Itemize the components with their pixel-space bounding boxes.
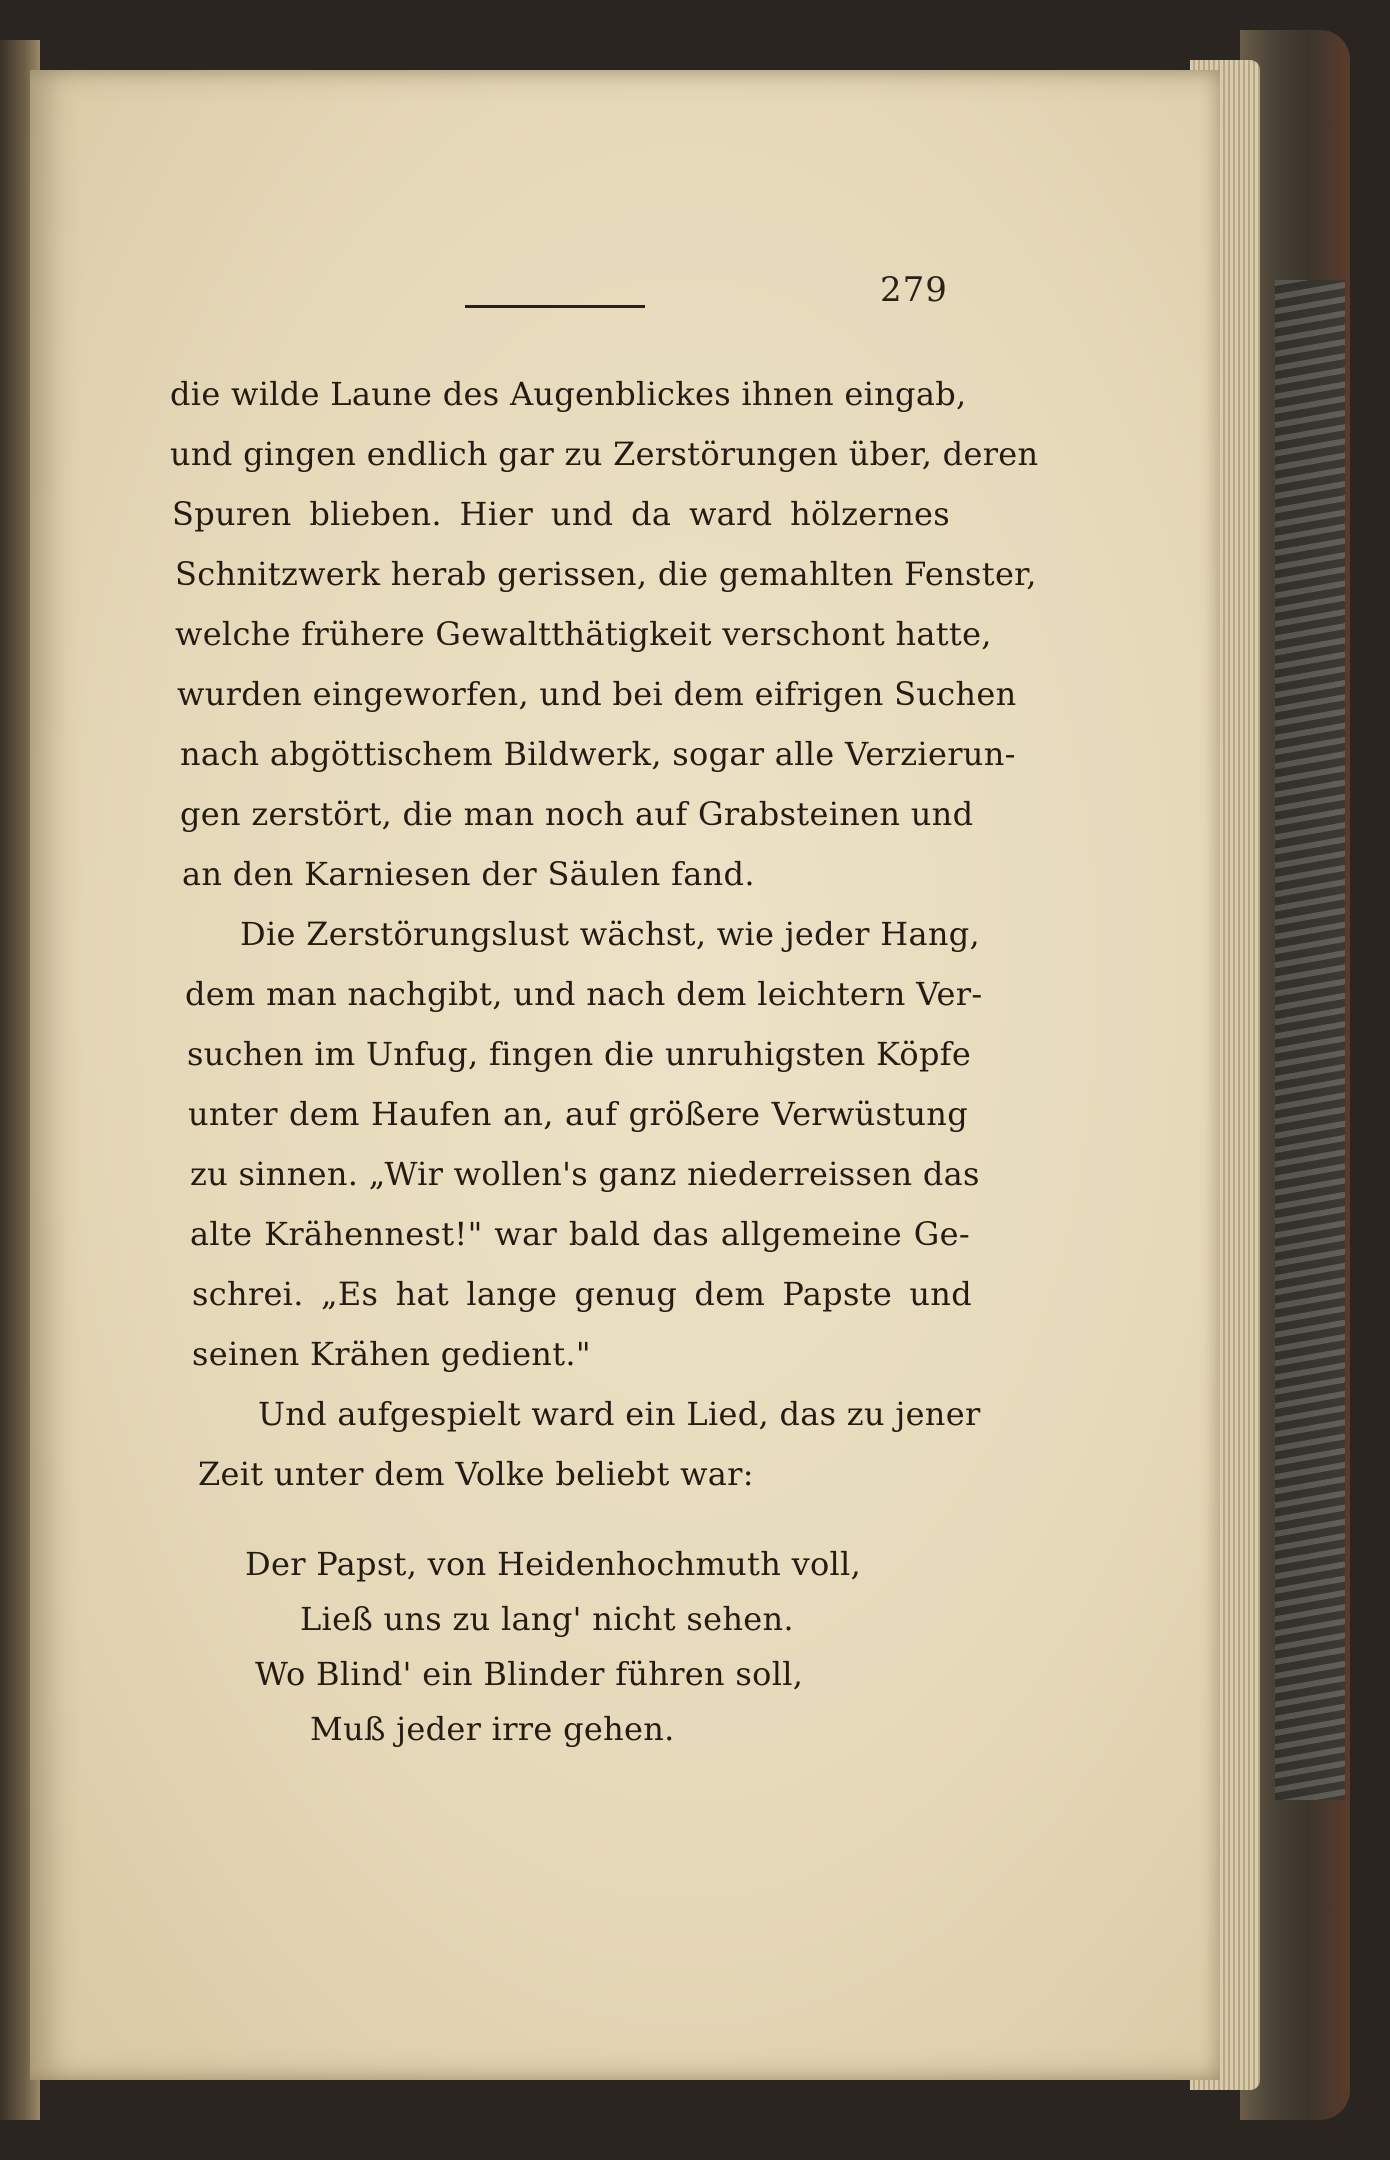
text-line: Zeit unter dem Volke beliebt war: [198,1455,754,1493]
page-number: 279 [880,270,948,310]
text-line: zu sinnen. „Wir wollen's ganz niederreissen das [190,1155,980,1193]
verse-line: Muß jeder irre gehen. [310,1710,675,1748]
text-line: gen zerstört, die man noch auf Grabsteinen und [180,795,974,833]
text-line: schrei. „Es hat lange genug dem Papste und [192,1275,972,1313]
text-line: unter dem Haufen an, auf größere Verwüstung [188,1095,968,1133]
text-line: dem man nachgibt, und nach dem leichtern Ver- [185,975,983,1013]
text-line: und gingen endlich gar zu Zerstörungen über, deren [170,435,1039,473]
text-line: Schnitzwerk herab gerissen, die gemahlten Fenster, [175,555,1037,593]
text-line: suchen im Unfug, fingen die unruhigsten Köpfe [187,1035,972,1073]
verse-line: Ließ uns zu lang' nicht sehen. [300,1600,794,1638]
text-line: an den Karniesen der Säulen fand. [182,855,755,893]
text-line: welche frühere Gewaltthätigkeit verschont hatte, [175,615,992,653]
text-line: seinen Krähen gedient." [192,1335,591,1373]
header-rule [465,305,645,308]
text-line: Und aufgespielt ward ein Lied, das zu jener [258,1395,981,1433]
verse-line: Wo Blind' ein Blinder führen soll, [255,1655,804,1693]
marbled-cover [1275,280,1345,1800]
text-line: nach abgöttischem Bildwerk, sogar alle Verzierun- [180,735,1016,773]
book-page [30,70,1220,2080]
text-line: wurden eingeworfen, und bei dem eifrigen Suchen [177,675,1017,713]
text-line: alte Krähennest!" war bald das allgemeine Ge- [190,1215,970,1253]
text-line: Die Zerstörungslust wächst, wie jeder Hang, [240,915,980,953]
text-line: Spuren blieben. Hier und da ward hölzernes [172,495,950,533]
text-line: die wilde Laune des Augenblickes ihnen eingab, [170,375,967,413]
verse-line: Der Papst, von Heidenhochmuth voll, [245,1545,862,1583]
